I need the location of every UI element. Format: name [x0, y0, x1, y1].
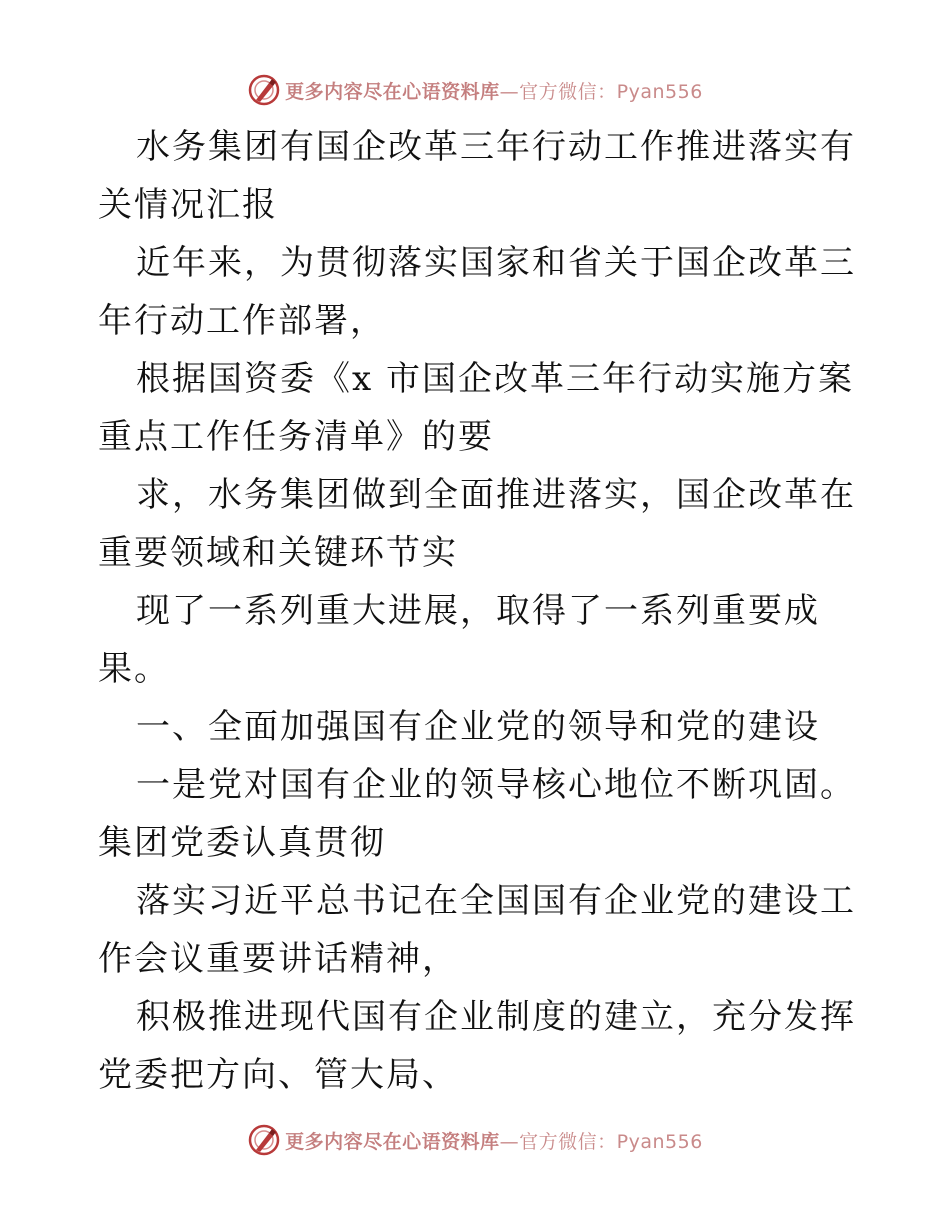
- paragraph: 求，水务集团做到全面推进落实，国企改革在重要领域和关键环节实: [98, 475, 856, 573]
- paragraph: 近年来，为贯彻落实国家和省关于国企改革三年行动工作部署，: [98, 243, 856, 341]
- document-title: 水务集团有国企改革三年行动工作推进落实有关情况汇报: [98, 127, 856, 225]
- pen-nib-logo-icon: [247, 1123, 281, 1157]
- paragraph: 根据国资委《x 市国企改革三年行动实施方案重点工作任务清单》的要: [98, 359, 854, 457]
- footer-banner-tail: 官方微信：Pyan556: [519, 1130, 703, 1153]
- footer-banner-text: [285, 1127, 703, 1154]
- footer-banner: [0, 1120, 950, 1160]
- header-banner-tail: 官方微信：Pyan556: [519, 80, 703, 103]
- header-banner-dash: —: [499, 80, 520, 103]
- paragraph: 一是党对国有企业的领导核心地位不断巩固。集团党委认真贯彻: [98, 765, 856, 863]
- paragraph: 积极推进现代国有企业制度的建立，充分发挥党委把方向、管大局、: [98, 997, 856, 1095]
- section-heading: 一、全面加强国有企业党的领导和党的建设: [136, 707, 820, 747]
- pen-nib-logo-icon: [247, 73, 281, 107]
- footer-banner-lead: 更多内容尽在心语资料库: [285, 1130, 500, 1153]
- header-banner-text: [285, 77, 703, 104]
- paragraph: 现了一系列重大进展，取得了一系列重要成果。: [98, 591, 820, 689]
- header-banner-lead: 更多内容尽在心语资料库: [285, 80, 500, 103]
- document-body: [98, 118, 858, 1104]
- header-banner: [0, 70, 950, 110]
- paragraph: 落实习近平总书记在全国国有企业党的建设工作会议重要讲话精神，: [98, 881, 856, 979]
- footer-banner-dash: —: [499, 1130, 520, 1153]
